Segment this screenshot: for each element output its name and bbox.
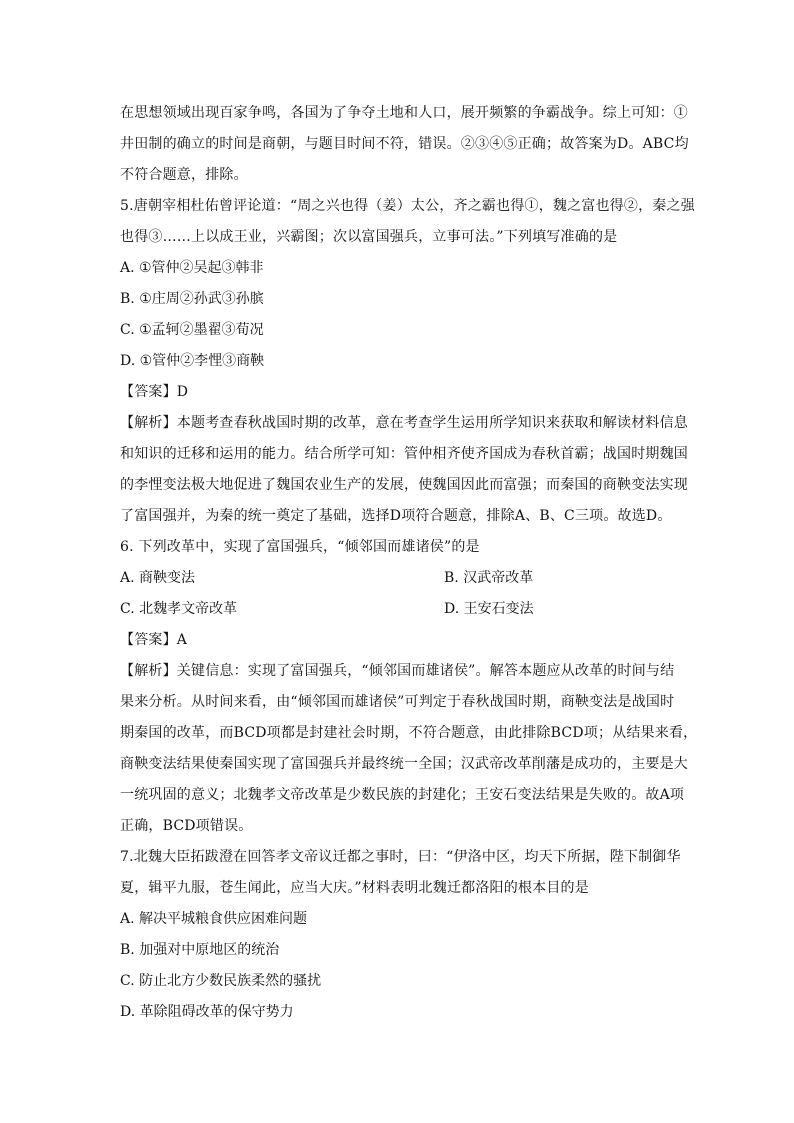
question-5-stem: 5.唐朝宰相杜佑曾评论道：“周之兴也得（姜）太公，齐之霸也得①，魏之富也得②，秦之强 [120,198,695,214]
question-6-option-d: D. 王安石变法 [444,601,534,617]
question-5-analysis: 【解析】本题考查春秋战国时期的改革，意在考查学生运用所学知识来获取和解读材料信息 [120,415,688,431]
question-5-analysis: 和知识的迁移和运用的能力。结合所学可知：管仲相齐使齐国成为春秋首霸；战国时期魏国 [120,446,688,462]
question-6-options-row [120,594,680,625]
question-7-option-b: B. 加强对中原地区的统治 [120,942,280,958]
question-6-option-a: A. 商鞅变法 [120,570,196,586]
question-6-answer: 【答案】A [120,632,188,648]
question-5-option-a: A. ①管仲②吴起③韩非 [120,260,264,276]
question-5-analysis: 了富国强并，为秦的统一奠定了基础，选择D项符合题意，排除A、B、C三项。故选D。 [120,508,672,524]
question-5-stem: 也得③……上以成王业，兴霸图；次以富国强兵，立事可法。”下列填写准确的是 [120,229,618,245]
question-6-analysis: 正确，BCD项错误。 [120,818,253,834]
question-7-stem: 7.北魏大臣拓跋澄在回答孝文帝议迁都之事时，曰：“伊洛中区，均天下所据，陛下制御华 [120,849,681,865]
question-6-stem: 6. 下列改革中，实现了富国强兵，“倾邻国而雄诸侯”的是 [120,539,480,555]
question-6-analysis: 果来分析。从时间来看，由“倾邻国而雄诸侯”可判定于春秋战国时期，商鞅变法是战国时 [120,694,675,710]
question-6-analysis: 一统巩固的意义；北魏孝文帝改革是少数民族的封建化；王安石变法结果是失败的。故A项 [120,787,685,803]
question-7-stem: 夏，辑平九服，苍生闻此，应当大庆。”材料表明北魏迁都洛阳的根本目的是 [120,880,589,896]
prev-explanation-line: 不符合题意，排除。 [120,167,248,183]
question-6-analysis: 期秦国的改革，而BCD项都是封建社会时期，不符合题意，由此排除BCD项；从结果来看， [120,725,698,741]
question-5-answer: 【答案】D [120,384,189,400]
prev-explanation-line: 井田制的确立的时间是商朝，与题目时间不符，错误。②③④⑤正确；故答案为D。ABC均 [120,136,689,152]
prev-explanation-line: 在思想领域出现百家争鸣，各国为了争夺土地和人口，展开频繁的争霸战争。综上可知：① [120,105,688,121]
question-7-option-a: A. 解决平城粮食供应困难问题 [120,911,308,927]
question-6-analysis: 【解析】关键信息：实现了富国强兵，“倾邻国而雄诸侯”。解答本题应从改革的时间与结 [120,663,675,679]
question-6-options-row [120,563,680,594]
document-page [120,98,698,1028]
question-5-option-c: C. ①孟轲②墨翟③荀况 [120,322,264,338]
question-7-option-c: C. 防止北方少数民族柔然的骚扰 [120,973,322,989]
question-5-option-d: D. ①管仲②李悝③商鞅 [120,353,265,369]
question-7-option-d: D. 革除阻碍改革的保守势力 [120,1004,294,1020]
question-5-option-b: B. ①庄周②孙武③孙膑 [120,291,264,307]
question-5-analysis: 的李悝变法极大地促进了魏国农业生产的发展，使魏国因此而富强；而秦国的商鞅变法实现 [120,477,688,493]
question-6-option-c: C. 北魏孝文帝改革 [120,601,238,617]
question-6-option-b: B. 汉武帝改革 [444,570,534,586]
question-6-analysis: 商鞅变法结果使秦国实现了富国强兵并最终统一全国；汉武帝改革削藩是成功的，主要是大 [120,756,688,772]
